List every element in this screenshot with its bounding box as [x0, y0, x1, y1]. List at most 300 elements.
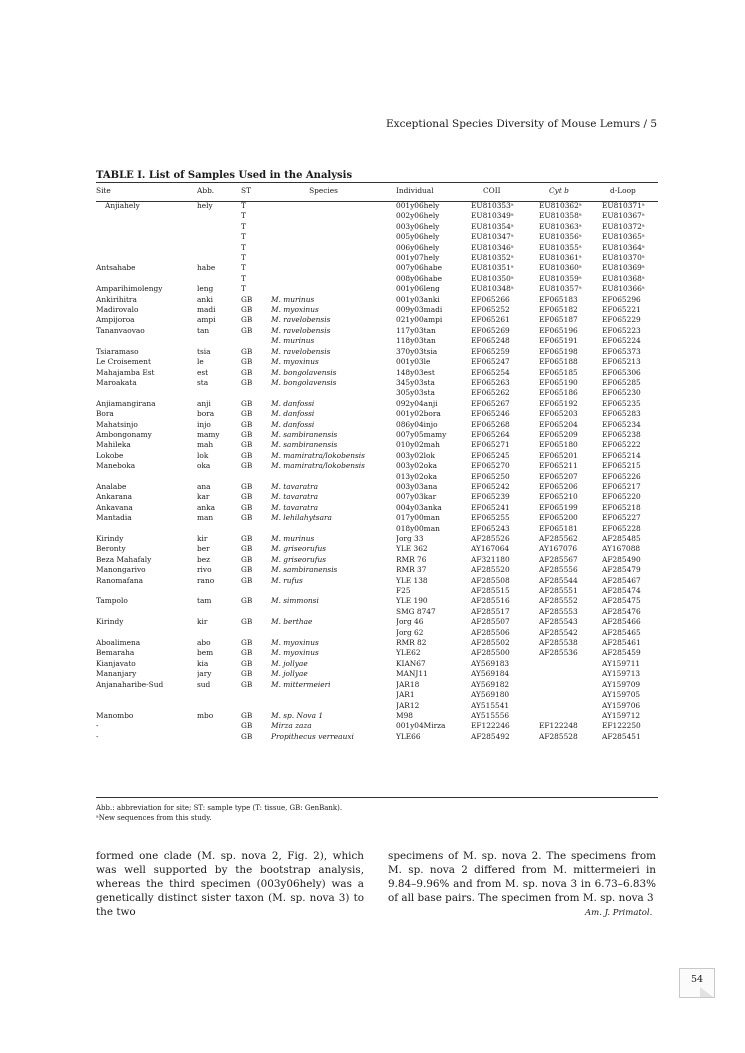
cell-st: GB — [241, 669, 253, 679]
cell-site: Antsahabe — [96, 263, 136, 273]
cell-abb: oka — [197, 461, 211, 471]
table-row — [96, 690, 658, 700]
cell-coii: EF065266 — [471, 294, 510, 304]
cell-dloop: EF065224 — [602, 336, 641, 346]
cell-abb: mamy — [197, 429, 220, 439]
cell-st — [241, 690, 271, 700]
cell-abb — [197, 253, 241, 263]
cell-st: GB — [241, 315, 253, 325]
samples-table — [96, 186, 658, 742]
cell-individual: 009y03madi — [396, 305, 443, 315]
table-row — [96, 222, 658, 232]
cell-abb: lok — [197, 450, 209, 460]
cell-dloop: EF065214 — [602, 450, 641, 460]
cell-dloop: AF285474 — [602, 586, 641, 596]
cell-coii: EU810354ᵃ — [471, 221, 514, 231]
cell-species — [271, 690, 396, 700]
cell-st — [241, 628, 271, 638]
table-bottom-rule — [96, 797, 658, 798]
cell-coii: EF065248 — [471, 336, 510, 346]
cell-abb — [197, 243, 241, 253]
cell-individual: 013y02oka — [396, 471, 438, 481]
cell-abb: man — [197, 513, 214, 523]
cell-species — [271, 586, 396, 596]
cell-dloop: EU810372ᵃ — [602, 221, 645, 231]
cell-species: M. ravelobensis — [271, 346, 331, 356]
cell-abb — [197, 472, 241, 482]
cell-st: GB — [241, 461, 253, 471]
cell-abb: ampi — [197, 315, 216, 325]
cell-individual: JAR18 — [396, 679, 420, 689]
cell-cytb: EF065209 — [539, 429, 578, 439]
table-row — [96, 565, 658, 575]
cell-coii: EF065242 — [471, 481, 510, 491]
cell-species — [271, 232, 396, 242]
cell-species: M. tavaratra — [271, 481, 319, 491]
cell-individual: Jorg 33 — [396, 534, 424, 543]
cell-coii: AY569183 — [471, 658, 510, 668]
cell-individual: Jorg 62 — [396, 627, 424, 637]
cell-individual: 007y05mamy — [396, 429, 447, 439]
cell-st: GB — [241, 346, 253, 356]
cell-species: M. tavaratra — [271, 492, 319, 502]
cell-coii: EF065263 — [471, 377, 510, 387]
cell-coii: EU810349ᵃ — [471, 211, 514, 221]
cell-st — [241, 524, 271, 534]
cell-coii: EF065255 — [471, 513, 510, 523]
cell-st: GB — [241, 429, 253, 439]
cell-cytb: EF065198 — [539, 346, 578, 356]
cell-st: GB — [241, 596, 253, 606]
cell-species: M. myoxinus — [271, 305, 319, 315]
cell-species: M. lehilahytsara — [271, 513, 332, 523]
cell-cytb — [539, 669, 602, 679]
cell-dloop: AY159712 — [602, 710, 641, 720]
cell-cytb: EU810360ᵃ — [539, 263, 582, 273]
cell-abb: le — [197, 357, 204, 367]
cell-cytb — [539, 690, 602, 700]
cell-abb — [197, 336, 241, 346]
table-row — [96, 513, 658, 523]
table-notes — [96, 803, 342, 823]
cell-abb — [197, 524, 241, 534]
cell-individual: YLE66 — [396, 731, 421, 741]
cell-coii: EF065243 — [471, 523, 510, 533]
cell-site: Analabe — [96, 481, 127, 491]
cell-cytb: EU810361ᵃ — [539, 253, 582, 263]
cell-abb: madi — [197, 305, 216, 315]
cell-cytb: EF065190 — [539, 377, 578, 387]
cell-dloop: EF065235 — [602, 398, 641, 408]
cell-individual: 010y02mah — [396, 440, 440, 450]
cell-coii: AF285508 — [471, 575, 510, 585]
cell-site: Le Croisement — [96, 357, 151, 367]
running-head: Exceptional Species Diversity of Mouse Lemurs / 5 — [386, 118, 658, 130]
cell-cytb: AF285536 — [539, 648, 578, 658]
cell-dloop: EF065228 — [602, 523, 641, 533]
cell-dloop: EF065222 — [602, 440, 641, 450]
cell-site — [96, 336, 197, 346]
cell-species: M. mittermeieri — [271, 679, 331, 689]
cell-st: GB — [241, 731, 253, 741]
cell-abb — [197, 586, 241, 596]
cell-cytb: AF285567 — [539, 554, 578, 564]
cell-site: Tsiaramaso — [96, 346, 139, 356]
cell-site — [96, 472, 197, 482]
cell-dloop: EU810371ᵃ — [602, 201, 645, 210]
cell-coii: AF285520 — [471, 565, 510, 575]
table-row — [96, 524, 658, 534]
cell-dloop: EU810366ᵃ — [602, 284, 645, 294]
cell-site: Kirindy — [96, 534, 124, 543]
cell-dloop: AF285467 — [602, 575, 641, 585]
cell-st: T — [241, 273, 246, 283]
cell-cytb: EU810363ᵃ — [539, 221, 582, 231]
cell-dloop: EF065226 — [602, 471, 641, 481]
cell-coii: EF065267 — [471, 398, 510, 408]
table-row — [96, 669, 658, 679]
cell-site: Anjiahely — [105, 201, 140, 210]
cell-dloop: EF065230 — [602, 388, 641, 398]
cell-cytb: EF065201 — [539, 450, 578, 460]
cell-dloop: AY159709 — [602, 679, 641, 689]
cell-dloop: EF065213 — [602, 357, 641, 367]
table-row — [96, 295, 658, 305]
cell-coii: EF122246 — [471, 721, 510, 731]
table-row — [96, 430, 658, 440]
cell-dloop: AF285475 — [602, 596, 641, 606]
cell-species: M. mamiratra/lokobensis — [271, 450, 365, 460]
cell-abb: anki — [197, 294, 214, 304]
cell-dloop: AF285459 — [602, 648, 641, 658]
cell-individual: 001y03anki — [396, 294, 440, 304]
cell-cytb: EU810359ᵃ — [539, 273, 582, 283]
cell-site: Ankarana — [96, 492, 133, 502]
cell-st: T — [241, 253, 246, 263]
cell-site: Mahileka — [96, 440, 131, 450]
cell-st: GB — [241, 575, 253, 585]
cell-cytb — [539, 659, 602, 669]
cell-coii: EF065271 — [471, 440, 510, 450]
cell-site: Mananjary — [96, 669, 137, 679]
cell-species: M. danfossi — [271, 398, 315, 408]
cell-individual: 001y04Mirza — [396, 721, 446, 731]
cell-dloop: EF065227 — [602, 513, 641, 523]
cell-site — [96, 607, 197, 617]
cell-coii: AY569182 — [471, 679, 510, 689]
cell-individual: 007y06habe — [396, 263, 442, 273]
note-new-sequences: ᵃNew sequences from this study. — [96, 814, 212, 822]
cell-individual: 008y06habe — [396, 273, 442, 283]
cell-abb: ana — [197, 481, 211, 491]
cell-cytb — [539, 701, 602, 711]
cell-cytb: AF285544 — [539, 575, 578, 585]
body-text-right-column: specimens of M. sp. nova 2. The specimens from M. sp. nova 2 differed from M. mittermeieri in 9.84–9.96% and from M. sp. nova 3 in 6.73–6.83% of all base pairs. The specimen from M. sp. nova 3 — [388, 850, 656, 905]
cell-cytb: EF065199 — [539, 502, 578, 512]
cell-species — [271, 253, 396, 263]
cell-abb — [197, 628, 241, 638]
cell-st — [241, 586, 271, 596]
cell-coii: AY569180 — [471, 690, 510, 700]
table-row — [96, 648, 658, 658]
cell-abb — [197, 388, 241, 398]
cell-individual: 004y03anka — [396, 502, 442, 512]
cell-st: GB — [241, 638, 253, 648]
cell-coii: EF065261 — [471, 315, 510, 325]
cell-site: - — [96, 731, 99, 741]
cell-individual: RMR 76 — [396, 554, 427, 564]
cell-site: Maroakata — [96, 377, 137, 387]
cell-coii: AY515541 — [471, 700, 510, 710]
cell-individual: JAR1 — [396, 690, 415, 700]
table-row — [96, 596, 658, 606]
cell-cytb: EU810357ᵃ — [539, 284, 582, 294]
cell-coii: EF065250 — [471, 471, 510, 481]
cell-species: M. sp. Nova 1 — [271, 710, 324, 720]
cell-abb: mbo — [197, 710, 214, 720]
cell-cytb: EF065186 — [539, 388, 578, 398]
cell-species: M. sambiranensis — [271, 440, 338, 450]
cell-species: M. griseorufus — [271, 554, 327, 564]
cell-species — [271, 628, 396, 638]
table-row — [96, 503, 658, 513]
cell-cytb: EF065192 — [539, 398, 578, 408]
cell-dloop: AF285451 — [602, 731, 641, 741]
cell-cytb: AF285538 — [539, 638, 578, 648]
cell-site: Ampijoroa — [96, 315, 135, 325]
cell-species: M. jollyae — [271, 658, 308, 668]
cell-site: Anjanaharibe-Sud — [96, 679, 164, 689]
cell-individual: 003y03ana — [396, 481, 438, 491]
cell-dloop: EF065223 — [602, 325, 641, 335]
cell-st: GB — [241, 544, 253, 554]
header-site: Site — [96, 186, 111, 195]
table-row — [96, 409, 658, 419]
cell-cytb: EU810356ᵃ — [539, 232, 582, 242]
cell-site: Ambongonamy — [96, 429, 152, 439]
cell-st: GB — [241, 679, 253, 689]
cell-dloop: AY167088 — [602, 544, 641, 554]
cell-cytb: EF065196 — [539, 325, 578, 335]
cell-coii: EF065268 — [471, 419, 510, 429]
cell-st: T — [241, 211, 246, 221]
cell-coii: AF285515 — [471, 586, 510, 596]
cell-coii: EF065269 — [471, 325, 510, 335]
cell-st: GB — [241, 357, 253, 367]
cell-site: Beronty — [96, 544, 126, 554]
cell-st: GB — [241, 534, 253, 543]
cell-cytb: EU810362ᵃ — [539, 201, 582, 210]
cell-cytb: EF065183 — [539, 294, 578, 304]
table-row — [96, 555, 658, 565]
cell-individual: 018y00man — [396, 523, 440, 533]
table-top-rule — [96, 182, 658, 183]
cell-dloop: EF065296 — [602, 294, 641, 304]
table-row — [96, 440, 658, 450]
cell-dloop: EU810370ᵃ — [602, 253, 645, 263]
table-row — [96, 420, 658, 430]
cell-cytb: AF285542 — [539, 627, 578, 637]
cell-cytb — [539, 680, 602, 690]
cell-site — [96, 253, 197, 263]
cell-st: GB — [241, 450, 253, 460]
header-st: ST — [241, 186, 251, 195]
cell-cytb: EF065180 — [539, 440, 578, 450]
cell-individual: 005y06hely — [396, 232, 440, 242]
cell-st: T — [241, 284, 246, 294]
cell-dloop: EF065217 — [602, 481, 641, 491]
cell-individual: 118y03tan — [396, 336, 436, 346]
cell-coii: EF065270 — [471, 461, 510, 471]
cell-st: T — [241, 263, 246, 273]
cell-st: GB — [241, 721, 253, 731]
cell-species: Mirza zaza — [271, 721, 312, 731]
cell-st: GB — [241, 710, 253, 720]
table-row — [96, 482, 658, 492]
cell-individual: 148y03est — [396, 367, 435, 377]
cell-site: Kirindy — [96, 617, 124, 627]
cell-st: GB — [241, 409, 253, 419]
cell-coii: EU810352ᵃ — [471, 253, 514, 263]
cell-individual: MANJ11 — [396, 669, 428, 679]
cell-individual: 117y03tan — [396, 325, 436, 335]
cell-species: M. danfossi — [271, 419, 315, 429]
table-row — [96, 472, 658, 482]
table-row — [96, 274, 658, 284]
cell-individual: 086y04injo — [396, 419, 438, 429]
cell-dloop: EU810364ᵃ — [602, 242, 645, 252]
cell-site: Ankirihitra — [96, 294, 137, 304]
cell-abb: habe — [197, 263, 216, 273]
cell-site: Ankavana — [96, 502, 133, 512]
cell-dloop: AF285461 — [602, 638, 641, 648]
cell-coii: EU810348ᵃ — [471, 284, 514, 294]
cell-abb: tam — [197, 596, 212, 606]
table-row — [96, 617, 658, 627]
header-coii: COII — [483, 186, 501, 195]
cell-dloop: EF065221 — [602, 305, 641, 315]
cell-st — [241, 472, 271, 482]
cell-site: Mahatsinjo — [96, 419, 138, 429]
cell-abb: rano — [197, 575, 215, 585]
table-row — [96, 492, 658, 502]
cell-abb — [197, 721, 241, 731]
cell-coii: EF065246 — [471, 409, 510, 419]
cell-abb — [197, 701, 241, 711]
cell-cytb: EF065203 — [539, 409, 578, 419]
cell-dloop: EU810368ᵃ — [602, 273, 645, 283]
cell-abb: hely — [197, 201, 213, 210]
cell-individual: YLE 362 — [396, 544, 428, 554]
cell-cytb: AF285556 — [539, 565, 578, 575]
cell-st: GB — [241, 481, 253, 491]
cell-individual: 001y03le — [396, 357, 431, 367]
table-row — [96, 368, 658, 378]
table-row — [96, 253, 658, 263]
cell-species: M. murinus — [271, 336, 315, 346]
cell-site — [96, 690, 197, 700]
table-row — [96, 399, 658, 409]
cell-st: GB — [241, 658, 253, 668]
cell-coii: EF065252 — [471, 305, 510, 315]
cell-cytb: EF065191 — [539, 336, 578, 346]
table-body — [96, 201, 658, 742]
cell-coii: EF065239 — [471, 492, 510, 502]
cell-site: Lokobe — [96, 450, 124, 460]
header-cytb: Cyt b — [549, 186, 569, 195]
cell-cytb: AF285551 — [539, 586, 578, 596]
cell-individual: 345y03sta — [396, 377, 435, 387]
table-row — [96, 544, 658, 554]
cell-individual: 305y03sta — [396, 388, 435, 398]
table-row — [96, 201, 658, 211]
cell-species — [271, 284, 396, 294]
table-row — [96, 388, 658, 398]
cell-species — [271, 607, 396, 617]
cell-cytb: EU810355ᵃ — [539, 242, 582, 252]
cell-species: M. murinus — [271, 534, 315, 543]
table-row — [96, 701, 658, 711]
cell-cytb: EF065181 — [539, 523, 578, 533]
cell-dloop: AF285466 — [602, 617, 641, 627]
cell-individual: 003y02lok — [396, 450, 435, 460]
table-row — [96, 628, 658, 638]
cell-st: GB — [241, 377, 253, 387]
cell-dloop: EF122250 — [602, 721, 641, 731]
page-number: 54 — [690, 974, 704, 985]
cell-site — [96, 701, 197, 711]
cell-site: Manongarivo — [96, 565, 146, 575]
journal-footer: Am. J. Primatol. — [585, 908, 653, 918]
cell-coii: AF321180 — [471, 554, 510, 564]
cell-dloop: AY159706 — [602, 700, 641, 710]
cell-st: GB — [241, 617, 253, 627]
table-row — [96, 680, 658, 690]
cell-abb: bem — [197, 648, 214, 658]
cell-cytb: AF285552 — [539, 596, 578, 606]
cell-individual: 017y00man — [396, 513, 440, 523]
cell-individual: 001y06hely — [396, 201, 440, 210]
cell-site — [96, 232, 197, 242]
cell-species: Propithecus verreauxi — [271, 731, 354, 741]
cell-st: T — [241, 201, 246, 210]
cell-abb: kir — [197, 617, 208, 627]
table-row — [96, 659, 658, 669]
cell-cytb: EF122248 — [539, 721, 578, 731]
cell-site — [96, 586, 197, 596]
cell-st: GB — [241, 398, 253, 408]
cell-coii: AF285516 — [471, 596, 510, 606]
table-row — [96, 732, 658, 742]
cell-species: M. myoxinus — [271, 648, 319, 658]
table-row — [96, 315, 658, 325]
cell-abb: anka — [197, 502, 216, 512]
table-row — [96, 576, 658, 586]
cell-dloop: AF285479 — [602, 565, 641, 575]
cell-site: Amparihimolengy — [96, 284, 163, 294]
cell-abb: mah — [197, 440, 214, 450]
cell-individual: 001y06leng — [396, 284, 440, 294]
cell-cytb: EF065182 — [539, 305, 578, 315]
cell-abb: ber — [197, 544, 210, 554]
cell-site — [96, 388, 197, 398]
cell-site: Madirovalo — [96, 305, 139, 315]
cell-cytb: EF065206 — [539, 481, 578, 491]
note-abbreviations: Abb.: abbreviation for site; ST: sample type (T: tissue, GB: GenBank). — [96, 804, 343, 812]
cell-site: Bemaraha — [96, 648, 135, 658]
cell-cytb: EF065187 — [539, 315, 578, 325]
cell-dloop: EF065234 — [602, 419, 641, 429]
